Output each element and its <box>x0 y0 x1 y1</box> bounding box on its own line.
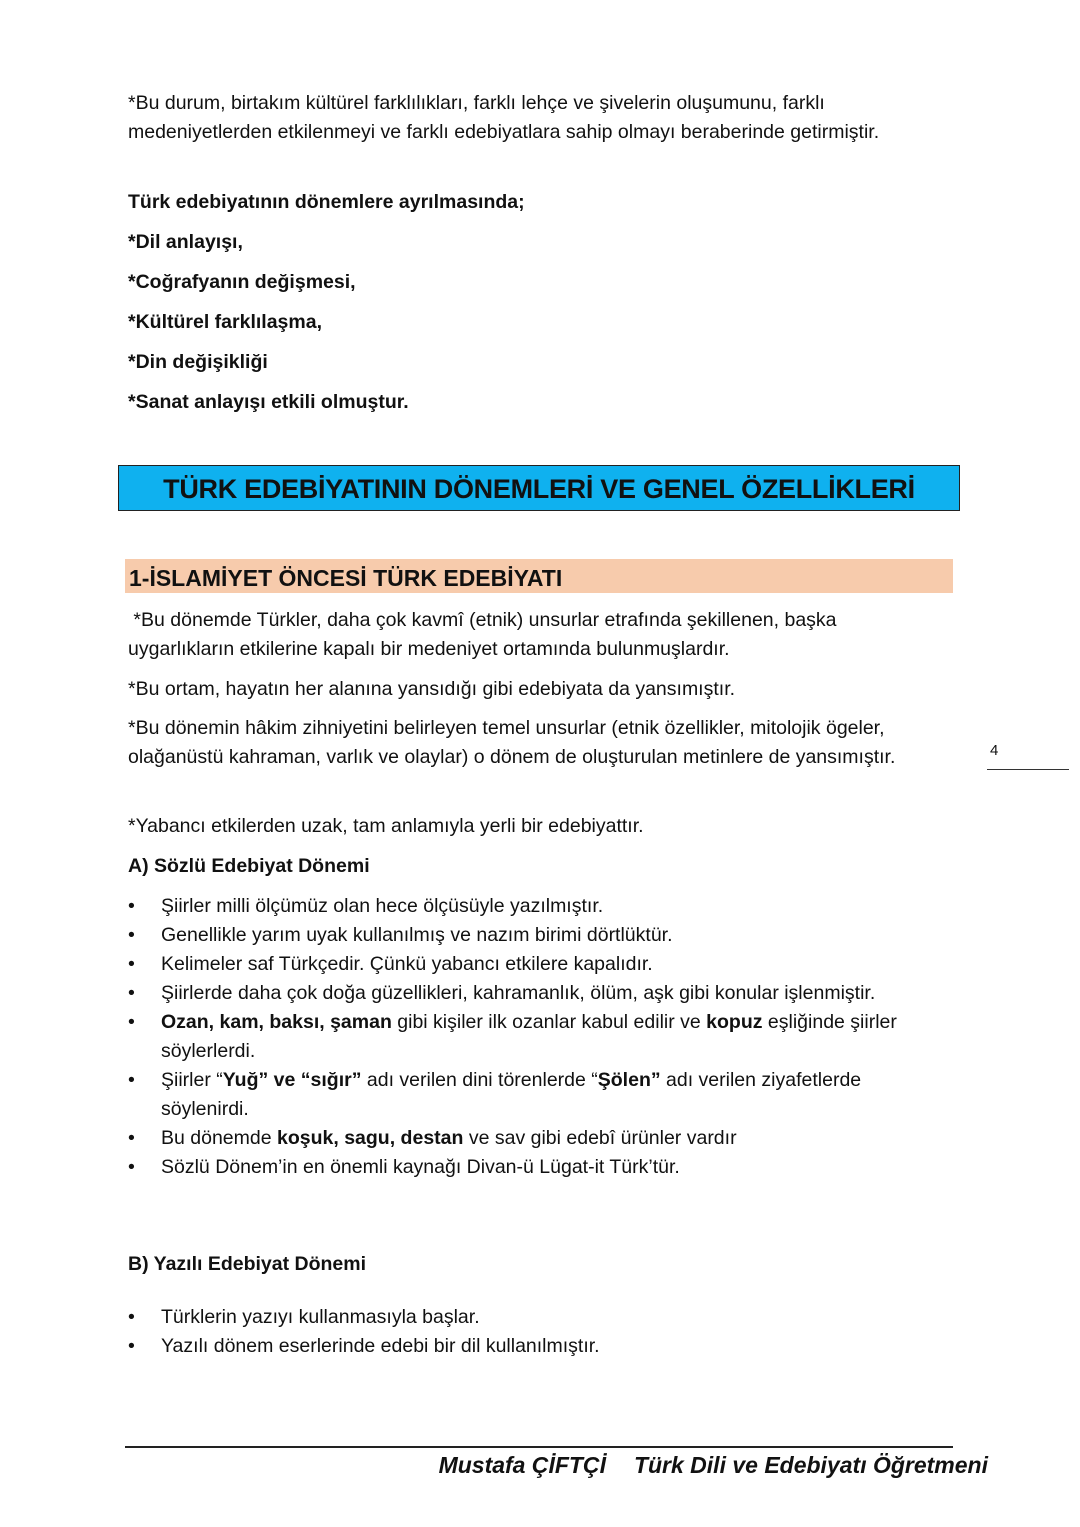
bullet-text-segment: Genellikle yarım uyak kullanılmış ve nazım birimi dörtlüktür. <box>161 924 673 946</box>
factor-item: *Dil anlayışı, <box>128 231 243 253</box>
bullet-icon: • <box>128 953 135 975</box>
factor-item: *Kültürel farklılaşma, <box>128 311 322 333</box>
section-heading: 1-İSLAMİYET ÖNCESİ TÜRK EDEBİYATI <box>125 559 953 593</box>
footer-role: Türk Dili ve Edebiyatı Öğretmeni <box>633 1452 988 1478</box>
bullet-icon: • <box>128 1306 135 1328</box>
bullet-text-segment: eşliğinde şiirler söylerlerdi. <box>161 1011 897 1062</box>
bullet-text-segment: ve sav gibi edebî ürünler vardır <box>463 1127 737 1149</box>
bullet-text-segment: koşuk, sagu, destan <box>277 1127 464 1149</box>
written-period-title: B) Yazılı Edebiyat Dönemi <box>128 1253 367 1275</box>
page-number: 4 <box>990 742 999 759</box>
bullet-item <box>128 921 943 950</box>
paragraph: *Bu dönemin hâkim zihniyetini belirleyen temel unsurlar (etnik özellikler, mitolojik ögeler, olağanüstü kahraman, varlık ve olaylar) o dönem de oluşturulan metinlere de yansımıştır. <box>128 717 896 768</box>
footer-divider <box>125 1446 953 1448</box>
intro-paragraph: *Bu durum, birtakım kültürel farklılıkları, farklı lehçe ve şivelerin oluşumunu, farklı medeniyetlerden etkilenmeyi ve farklı edebiyatlara sahip olmayı beraberinde getirmiştir. <box>128 92 880 143</box>
bullet-item <box>128 950 943 979</box>
footer <box>439 1452 988 1479</box>
bullet-icon: • <box>128 924 135 946</box>
bullet-icon: • <box>128 1069 135 1091</box>
bullet-item <box>128 1124 943 1153</box>
bullet-text-segment: Şiirlerde daha çok doğa güzellikleri, kahramanlık, ölüm, aşk gibi konular işlenmiştir. <box>161 982 876 1004</box>
bullet-item <box>128 979 943 1008</box>
paragraph: *Yabancı etkilerden uzak, tam anlamıyla yerli bir edebiyattır. <box>128 815 644 837</box>
bullet-item <box>128 892 943 921</box>
bullet-text-segment: adı verilen dini törenlerde “ <box>361 1069 598 1091</box>
oral-bullet-list <box>128 892 943 1182</box>
written-bullet-list <box>128 1303 943 1361</box>
bullet-text-segment: Ozan, kam, baksı, şaman <box>161 1011 392 1033</box>
bullet-text-segment: Türklerin yazıyı kullanmasıyla başlar. <box>161 1306 480 1328</box>
paragraph: *Bu ortam, hayatın her alanına yansıdığı gibi edebiyata da yansımıştır. <box>128 678 736 700</box>
footer-author: Mustafa ÇİFTÇİ <box>438 1452 606 1478</box>
bullet-icon: • <box>128 1156 135 1178</box>
bullet-text-segment: Sözlü Dönem’in en önemli kaynağı Divan-ü Lügat-it Türk’tür. <box>161 1156 680 1178</box>
paragraph: *Bu dönemde Türkler, daha çok kavmî (etnik) unsurlar etrafında şekillenen, başka uygarlıkların etkilerine kapalı bir medeniyet ortamında bulunmuşlardır. <box>128 609 842 660</box>
bullet-text-segment: adı verilen ziyafetlerde söylenirdi. <box>161 1069 862 1120</box>
bullet-icon: • <box>128 982 135 1004</box>
bullet-text-segment: Kelimeler saf Türkçedir. Çünkü yabancı etkilere kapalıdır. <box>161 953 653 975</box>
bullet-text-segment: Yuğ” ve “sığır” <box>222 1069 362 1091</box>
page-number-underline <box>987 769 1069 770</box>
bullet-text-segment: Yazılı dönem eserlerinde edebi bir dil kullanılmıştır. <box>161 1335 600 1357</box>
bullet-icon: • <box>128 1011 135 1033</box>
bullet-icon: • <box>128 1127 135 1149</box>
factor-item: *Din değişikliği <box>128 351 268 373</box>
bullet-item <box>128 1153 943 1182</box>
oral-period-title: A) Sözlü Edebiyat Dönemi <box>128 855 370 877</box>
factor-item: *Sanat anlayışı etkili olmuştur. <box>128 391 409 413</box>
bullet-text-segment: gibi kişiler ilk ozanlar kabul edilir ve <box>391 1011 707 1033</box>
bullet-item <box>128 1008 943 1066</box>
bullet-text-segment: Bu dönemde <box>161 1127 278 1149</box>
bullet-item <box>128 1332 943 1361</box>
main-heading: TÜRK EDEBİYATININ DÖNEMLERİ VE GENEL ÖZELLİKLERİ <box>118 465 960 511</box>
bullet-icon: • <box>128 895 135 917</box>
bullet-text-segment: Şiirler “ <box>161 1069 223 1091</box>
bullet-item <box>128 1303 943 1332</box>
factors-title: Türk edebiyatının dönemlere ayrılmasında; <box>128 191 525 213</box>
bullet-text-segment: Şiirler milli ölçümüz olan hece ölçüsüyle yazılmıştır. <box>161 895 604 917</box>
factor-item: *Coğrafyanın değişmesi, <box>128 271 356 293</box>
bullet-text-segment: kopuz <box>706 1011 763 1033</box>
bullet-text-segment: Şölen” <box>597 1069 661 1091</box>
bullet-icon: • <box>128 1335 135 1357</box>
bullet-item <box>128 1066 943 1124</box>
